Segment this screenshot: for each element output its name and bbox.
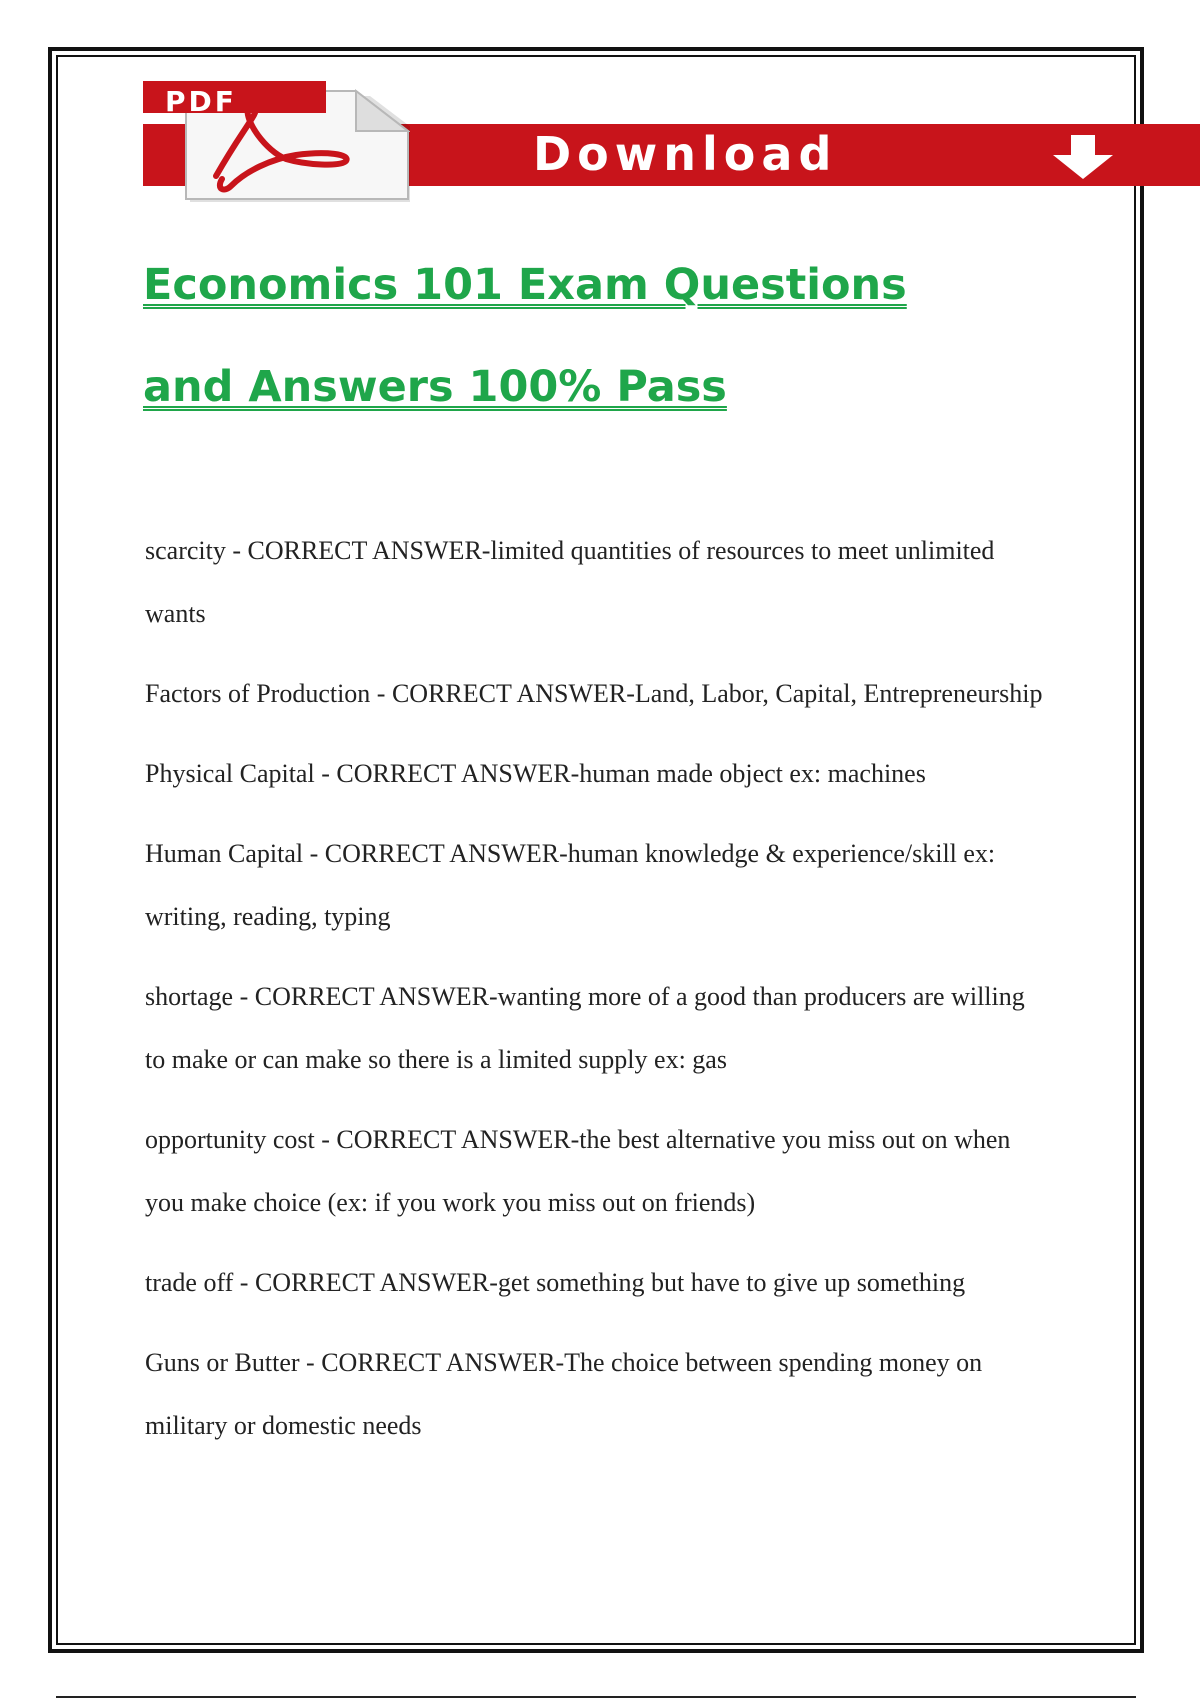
title-line-1: Economics 101 Exam Questions [143,260,907,310]
pdf-label: PDF [165,85,237,118]
qa-item: Factors of Production - CORRECT ANSWER-Land, Labor, Capital, Entrepreneurship [145,679,1043,708]
qa-list [145,519,1045,1474]
qa-item: Human Capital - CORRECT ANSWER-human knowledge & experience/skill ex: writing, reading, typing [145,839,996,931]
download-label: Download [533,127,838,181]
document-title [143,234,1103,438]
qa-item: scarcity - CORRECT ANSWER-limited quantities of resources to meet unlimited wants [145,536,995,628]
pdf-download-banner[interactable] [143,77,1200,202]
qa-item: opportunity cost - CORRECT ANSWER-the best alternative you miss out on when you make choice (ex: if you work you miss out on friends) [145,1125,1011,1217]
qa-item: Guns or Butter - CORRECT ANSWER-The choice between spending money on military or domestic needs [145,1348,983,1440]
pdf-tag [143,81,326,118]
down-arrow-icon [1043,133,1123,181]
bottom-divider [56,1696,1136,1698]
title-line-2: and Answers 100% Pass [143,362,727,412]
qa-item: Physical Capital - CORRECT ANSWER-human made object ex: machines [145,759,926,788]
qa-item: shortage - CORRECT ANSWER-wanting more of a good than producers are willing to make or can make so there is a limited supply ex: gas [145,982,1025,1074]
qa-item: trade off - CORRECT ANSWER-get something but have to give up something [145,1268,966,1297]
